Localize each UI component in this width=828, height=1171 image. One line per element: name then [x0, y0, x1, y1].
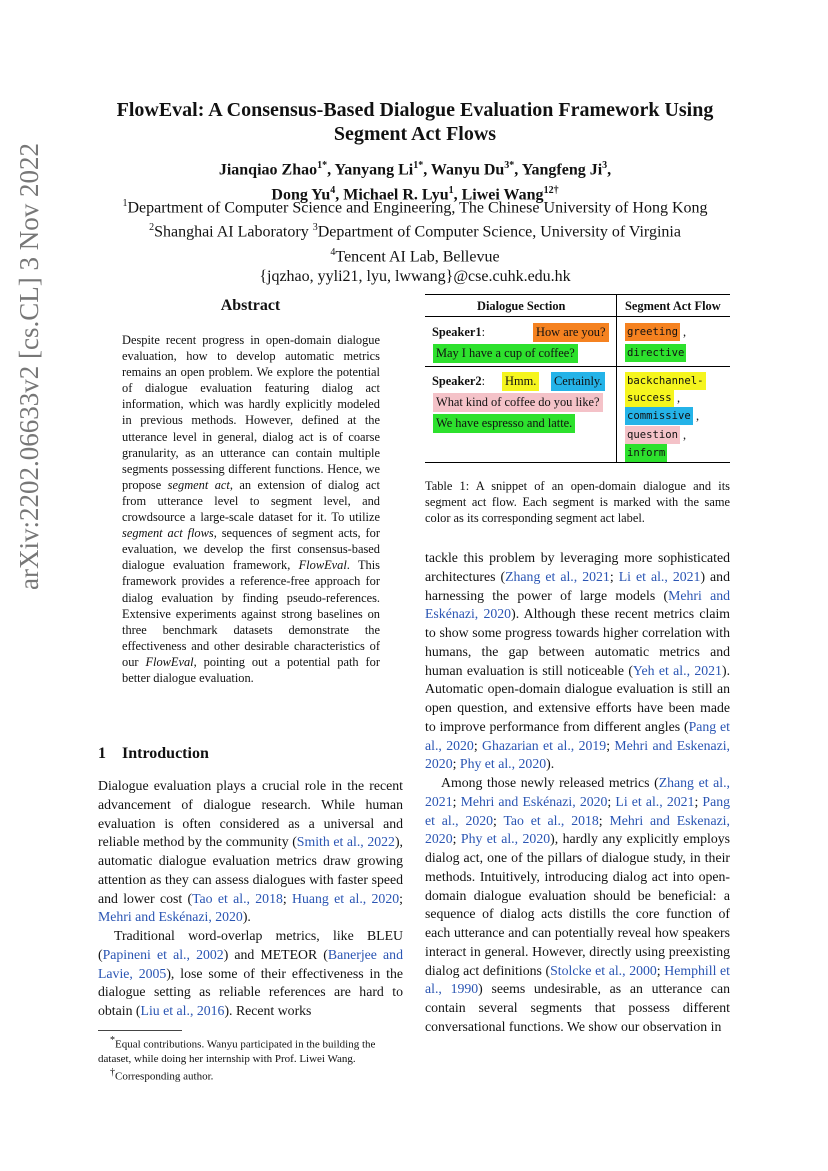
affiliation-mark: 2	[149, 222, 155, 234]
intro-left-column	[98, 777, 403, 1021]
author-mark: 3*	[504, 160, 515, 171]
citation-link[interactable]: Tao et al., 2018	[503, 812, 599, 828]
paragraph: Among those newly released metrics (Zhang et al., 2021; Mehri and Eskénazi, 2020; Li et al., 2021; Pang et al., 2020; Tao et al., 2018; Mehri and Eskenazi, 2020; Phy et al., 2020), hardly any explicitly employs dialog act, one of the pillars of dialogue study, in their methods. Intuitively, introducing dialog act into open-domain dialogue evaluation should be beneficial: a sequence of dialog acts distills the core function of each utterance and can potentially reveal how speakers interact in general. However, directly using preexisting dialog act definitions (Stolcke et al., 2000; Hemphill et al., 1990) seems undesirable, as an utterance can contain several segments that possess different conversational functions. We show our observation in	[425, 775, 731, 1034]
footnote: *Equal contributions. Wanyu participated in the building the dataset, while doing her internship with Prof. Liwei Wang.	[98, 1035, 376, 1065]
author-list: Jianqiao Zhao$^{1*}$, Yanyang $Li^{1*}$, Wanyu $Du^{3*}$, Yangfeng Ji$^3$, Dong Yu$^4$, Michael R. Lyu$^1$, Liwei Wang$^{12\dagger}$	[218, 160, 612, 204]
citation-link[interactable]: Papineni et al., 2002	[102, 946, 224, 962]
author-name: Liwei Wang	[461, 186, 544, 204]
segment-may-i-have: May I have a cup of coffee?	[433, 344, 578, 363]
author-name: Yanyang Li	[334, 161, 414, 179]
table-header-dialogue: Dialogue Section	[477, 299, 566, 313]
author-mark: 1	[448, 185, 454, 197]
citation-link[interactable]: Smith et al., 2022	[296, 834, 395, 850]
citation-link[interactable]: Li et al., 2021	[618, 568, 701, 584]
segment-hmm: Hmm.	[502, 372, 539, 391]
author-mark: 12†	[543, 185, 559, 197]
citation-link[interactable]: Stolcke et al., 2000	[550, 962, 657, 978]
author-emails: {jqzhao, yyli21, lyu, lwwang}@cse.cuhk.edu.hk	[259, 267, 571, 285]
author-name: Wanyu Du	[430, 161, 505, 179]
citation-link[interactable]: Mehri and Eskénazi, 2020	[98, 909, 243, 925]
dialogue-table: Dialogue Section Segment Act Flow Speaker1: How are you? May I have a cup of coffee? greeting , directive Speaker2: Hmm. Certainly. What kind of coffee do you like? We have espresso and latte. backchannel- success , commissive , question , inform	[425, 294, 730, 464]
citation-link[interactable]: Pang et al., 2020	[425, 793, 731, 828]
author-mark: 4	[330, 185, 336, 197]
table-rule	[425, 462, 730, 463]
author-mark: 1*	[317, 160, 328, 171]
section-heading	[98, 745, 209, 763]
citation-link[interactable]: Phy et al., 2020	[459, 756, 547, 772]
section-title: Introduction	[122, 745, 209, 762]
citation-link[interactable]: Tao et al., 2018	[192, 890, 283, 906]
segment-we-have: We have espresso and latte.	[433, 414, 575, 433]
affiliations	[70, 194, 760, 287]
abstract-text: . This framework provides a reference-free approach for dialog evaluation by finding pseudo-references. Extensive experiments against strong baselines on three benchmark datasets demonstrate the effectiveness and other desirable characteristics of our	[122, 558, 380, 669]
affiliation-mark: 3	[312, 222, 318, 234]
citation-link[interactable]: Mehri and Eskenazi, 2020	[425, 737, 730, 772]
abstract-emphasis: segment act flows	[122, 526, 214, 541]
affiliation-mark: 4	[330, 246, 336, 258]
segment-what-kind: What kind of coffee do you like?	[433, 393, 603, 412]
affiliation-mark: 1	[122, 198, 128, 209]
label-success: success	[625, 389, 674, 407]
abstract-emphasis: FlowEval	[298, 558, 347, 573]
affiliation: Department of Computer Science, University of Virginia	[317, 223, 681, 241]
author-mark: 3	[602, 160, 608, 171]
citation-link[interactable]: Mehri and Eskénazi, 2020	[425, 587, 730, 622]
citation-link[interactable]: Mehri and Eskénazi, 2020	[460, 793, 608, 809]
abstract-text: , sequences of segment acts, for evaluation, we develop the first consensus-based dialogue evaluation framework,	[122, 526, 380, 573]
label-inform: inform	[625, 444, 667, 462]
paragraph: Traditional word-overlap metrics, like BLEU (Papineni et al., 2002) and METEOR (Banerjee and Lavie, 2005), lose some of their effectiveness in the dialogue setting as reliable references are hard to obtain (Liu et al., 2016). Recent works	[98, 928, 403, 1018]
paper-title	[70, 98, 760, 146]
citation-link[interactable]: Phy et al., 2020	[460, 831, 551, 847]
abstract-text: , an extension of dialog act from utterance level to segment level, and crowdsource a large-scale dataset for it. To utilize	[122, 477, 380, 525]
table-caption: Table 1: A snippet of an open-domain dialogue and its segment act flow. Each segment is marked with the same color as its corresponding segment act label.	[425, 479, 730, 526]
segment-how-are-you: How are you?	[533, 323, 609, 342]
affiliation: Shanghai AI Laboratory	[154, 223, 313, 241]
author-mark: 1*	[413, 160, 424, 171]
segment-certainly: Certainly.	[551, 372, 605, 391]
citation-link[interactable]: Yeh et al., 2021	[632, 662, 722, 678]
affiliation: Tencent AI Lab, Bellevue	[335, 247, 500, 265]
citation-link[interactable]: Ghazarian et al., 2019	[482, 737, 607, 753]
speaker-label: Speaker1:	[432, 325, 486, 339]
table-divider	[616, 294, 617, 462]
citation-link[interactable]: Zhang et al., 2021	[425, 775, 730, 809]
speaker-label: Speaker2:	[432, 374, 486, 388]
table-rule	[425, 366, 730, 367]
citation-link[interactable]: Liu et al., 2016	[140, 1003, 225, 1018]
label-commissive: commissive	[625, 407, 693, 425]
abstract-body	[122, 332, 380, 686]
citation-link[interactable]: Pang et al., 2020	[425, 718, 730, 753]
paragraph: Dialogue evaluation plays a crucial role in the recent advancement of dialogue research. While human evaluation is often considered as a universal and reliable method by the community (Smith et al., 2022), automatic dialogue evaluation metrics draw growing attention as they can assess dialogues with faster speed and lower cost (Tao et al., 2018; Huang et al., 2020; Mehri and Eskénazi, 2020).	[98, 778, 403, 925]
intro-right-column	[425, 549, 730, 1037]
author-name: Yangfeng Ji	[521, 161, 603, 179]
affiliation: Department of Computer Science and Engineering, The Chinese University of Hong Kong	[127, 199, 708, 217]
author-name: Michael R. Lyu	[343, 186, 449, 204]
arxiv-identifier: arXiv:2202.06633v2 [cs.CL] 3 Nov 2022	[14, 143, 44, 590]
label-backchannel: backchannel-	[625, 372, 706, 390]
label-question: question	[625, 426, 680, 444]
citation-link[interactable]: Li et al., 2021	[615, 793, 695, 809]
footnote: †Corresponding author.	[110, 1066, 214, 1083]
abstract-emphasis: FlowEval	[145, 654, 194, 669]
citation-link[interactable]: Huang et al., 2020	[292, 890, 400, 906]
label-directive: directive	[625, 344, 686, 362]
author-name: Jianqiao Zhao	[218, 161, 318, 179]
footnotes	[98, 1034, 403, 1083]
title-line-2: Segment Act Flows	[333, 123, 497, 145]
citation-link[interactable]: Mehri and Eskenazi, 2020	[425, 812, 730, 847]
table-rule	[425, 316, 730, 317]
table-header-flow: Segment Act Flow	[625, 299, 721, 313]
abstract-text: Despite recent progress in open-domain dialogue evaluation, how to develop automatic metrics remains an open problem. We explore the potential of dialogue evaluation featuring dialog act information, which was hardly explicitly modeled in previous methods. However, defined at the utterance level in general, dialog act is of coarse granularity, as an utterance can contain multiple segments possessing different functions. Hence, we propose	[122, 333, 380, 492]
citation-link[interactable]: Banerjee and Lavie, 2005	[98, 946, 403, 981]
citation-link[interactable]: Zhang et al., 2021	[505, 568, 610, 584]
title-line-1: FlowEval: A Consensus-Based Dialogue Evaluation Framework Using	[116, 99, 714, 121]
table-rule	[425, 294, 730, 295]
abstract-text: , pointing out a potential path for better dialogue evaluation.	[122, 654, 380, 685]
paragraph: tackle this problem by leveraging more sophisticated architectures (Zhang et al., 2021; Li et al., 2021) and harnessing the power of large models (Mehri and Eskénazi, 2020). Although these recent metrics claim to show some progress towards higher correlation with humans, the gap between automatic metrics and human evaluation is still noticeable (Yeh et al., 2021). Automatic open-domain dialogue evaluation is still an open question, and extensive efforts have been made to improve performance from different angles (Pang et al., 2020; Ghazarian et al., 2019; Mehri and Eskenazi, 2020; Phy et al., 2020).	[425, 550, 731, 772]
author-name: Dong Yu	[271, 186, 331, 204]
abstract-emphasis: segment act	[167, 477, 230, 492]
citation-link[interactable]: Hemphill et al., 1990	[425, 962, 730, 997]
abstract-heading: Abstract	[220, 297, 281, 314]
section-number: 1	[98, 745, 106, 762]
label-greeting: greeting	[625, 323, 680, 341]
footnote-rule	[98, 1030, 182, 1031]
